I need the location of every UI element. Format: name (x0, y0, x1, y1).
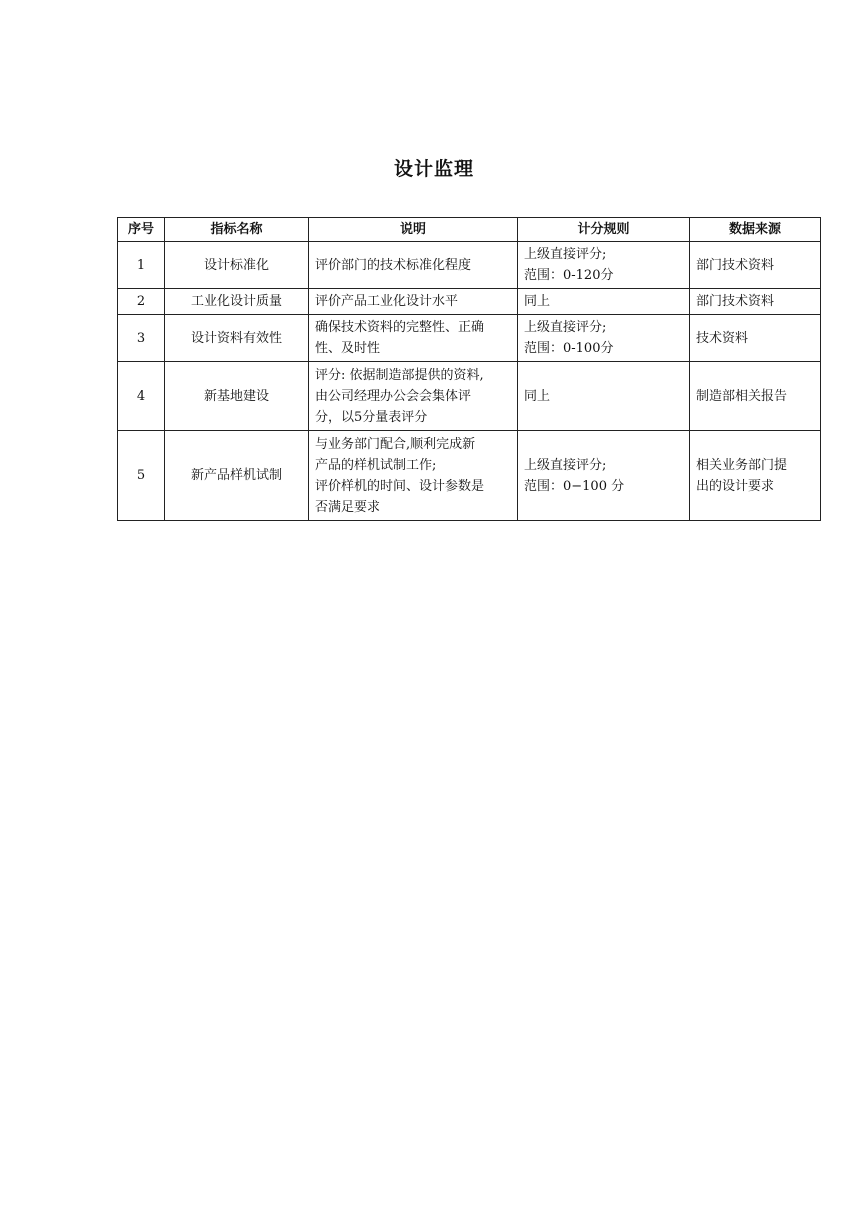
table-row (118, 289, 821, 315)
cell-description: 评价产品工业化设计水平 (309, 289, 518, 315)
cell-data-source: 部门技术资料 (690, 289, 821, 315)
cell-scoring-rule: 上级直接评分; 范围：0−100 分 (518, 431, 690, 521)
page-title: 设计监理 (393, 158, 474, 180)
cell-indicator-name: 工业化设计质量 (165, 289, 309, 315)
cell-seq: 3 (118, 315, 165, 362)
table-row (118, 315, 821, 362)
header-scoring-rule: 计分规则 (518, 218, 690, 242)
cell-data-source: 制造部相关报告 (690, 362, 821, 431)
cell-data-source: 相关业务部门提 出的设计要求 (690, 431, 821, 521)
cell-scoring-rule: 同上 (518, 362, 690, 431)
cell-scoring-rule: 同上 (518, 289, 690, 315)
cell-description: 与业务部门配合,顺利完成新 产品的样机试制工作; 评价样机的时间、设计参数是 否满足要求 (309, 431, 518, 521)
table-header (118, 218, 821, 242)
header-data-source: 数据来源 (690, 218, 821, 242)
table-header-row (118, 218, 821, 242)
table-row (118, 242, 821, 289)
cell-data-source: 部门技术资料 (690, 242, 821, 289)
cell-description: 评价部门的技术标准化程度 (309, 242, 518, 289)
header-indicator-name: 指标名称 (165, 218, 309, 242)
cell-data-source: 技术资料 (690, 315, 821, 362)
cell-seq: 1 (118, 242, 165, 289)
cell-scoring-rule: 上级直接评分; 范围：0-120分 (518, 242, 690, 289)
cell-indicator-name: 设计标准化 (165, 242, 309, 289)
cell-description: 评分: 依据制造部提供的资料, 由公司经理办公会会集体评 分，以5分量表评分 (309, 362, 518, 431)
cell-scoring-rule: 上级直接评分; 范围：0-100分 (518, 315, 690, 362)
cell-indicator-name: 设计资料有效性 (165, 315, 309, 362)
table-body (118, 242, 821, 521)
kpi-table (117, 217, 821, 521)
cell-indicator-name: 新产品样机试制 (165, 431, 309, 521)
cell-description: 确保技术资料的完整性、正确 性、及时性 (309, 315, 518, 362)
cell-seq: 4 (118, 362, 165, 431)
table-row (118, 362, 821, 431)
header-seq: 序号 (118, 218, 165, 242)
cell-indicator-name: 新基地建设 (165, 362, 309, 431)
cell-seq: 2 (118, 289, 165, 315)
table-row (118, 431, 821, 521)
header-description: 说明 (309, 218, 518, 242)
cell-seq: 5 (118, 431, 165, 521)
